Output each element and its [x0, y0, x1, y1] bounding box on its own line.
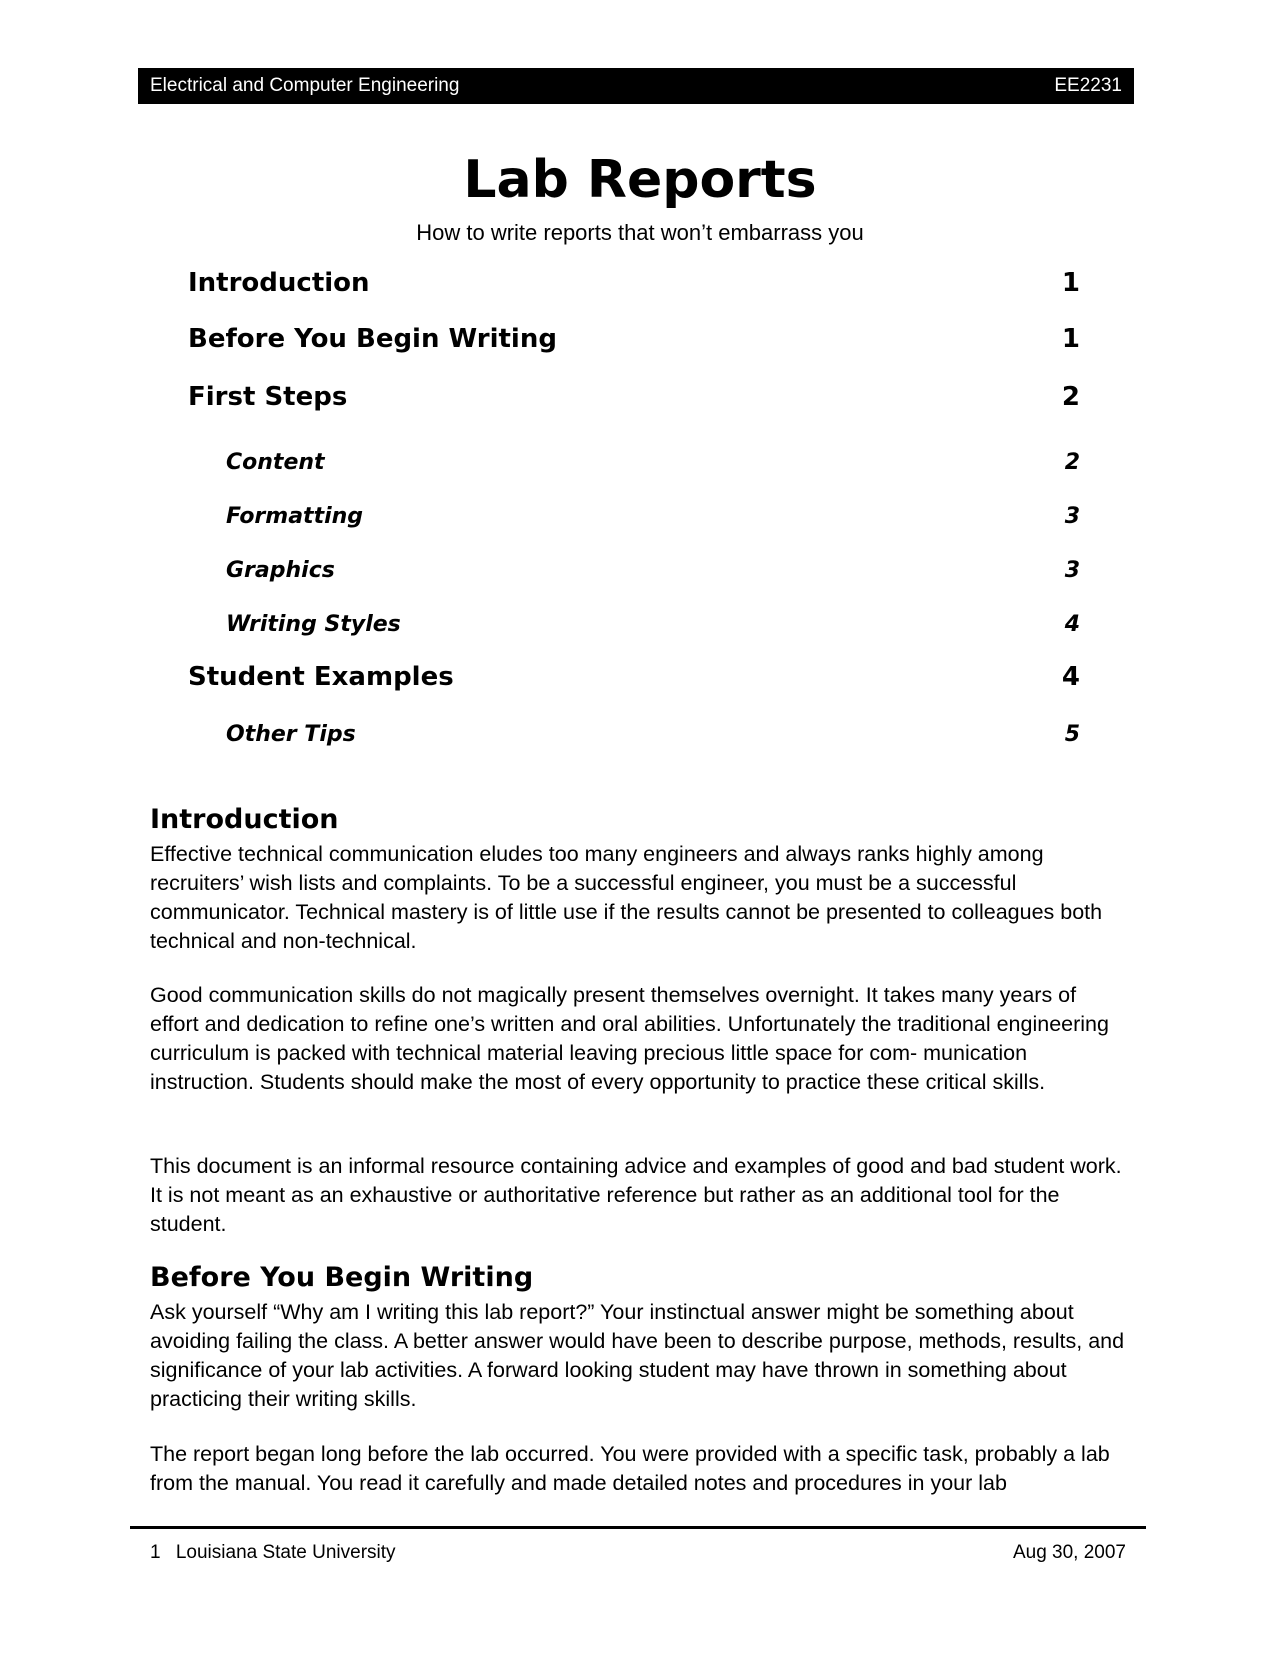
footer-page-number: 1 — [150, 1542, 161, 1563]
body-paragraph: Good communication skills do not magically present themselves overnight. It takes many years of effort and dedication to refine one’s written and oral abilities. Unfortunately the traditional engineering curriculum is packed with technical material leaving precious little space for com- munication instruction. Students should make the most of every opportunity to practice these critical skills. — [150, 983, 1109, 1094]
running-header — [138, 68, 1134, 104]
toc-entry-label: Graphics — [226, 558, 335, 583]
toc-entry-introduction[interactable] — [188, 268, 1080, 298]
toc-entry-formatting[interactable] — [226, 504, 1080, 529]
toc-entry-student-examples[interactable] — [188, 662, 1080, 692]
toc-entry-content[interactable] — [226, 450, 1080, 475]
toc-entry-page: 5 — [1064, 722, 1080, 747]
section-heading-introduction: Introduction — [150, 804, 339, 835]
toc-entry-page: 3 — [1064, 558, 1080, 583]
section-heading-before-you-begin-writing: Before You Begin Writing — [150, 1262, 534, 1293]
footer-date: Aug 30, 2007 — [1012, 1542, 1126, 1563]
toc-entry-label: Formatting — [226, 504, 364, 529]
header-department: Electrical and Computer Engineering — [150, 75, 460, 96]
toc-entry-page: 1 — [1061, 268, 1080, 298]
toc-entry-label: Student Examples — [188, 662, 454, 692]
toc-entry-label: Writing Styles — [226, 612, 401, 637]
toc-entry-page: 2 — [1061, 382, 1080, 412]
document-title: Lab Reports — [463, 150, 817, 210]
toc-entry-other-tips[interactable] — [226, 722, 1080, 747]
toc-entry-page: 4 — [1064, 612, 1080, 637]
page-footer — [150, 1542, 1126, 1564]
body-paragraph: Effective technical communication eludes too many engineers and always ranks highly among recruiters’ wish lists and complaints. To be a successful engineer, you must be a successful communicator. Technical mastery is of little use if the results cannot be presented to colleagues both technical and non-technical. — [150, 842, 1103, 953]
toc-entry-page: 1 — [1061, 324, 1080, 354]
footer-institution: Louisiana State University — [175, 1542, 396, 1563]
body-paragraph: The report began long before the lab occurred. You were provided with a specific task, probably a lab from the manual. You read it carefully and made detailed notes and procedures in your lab — [150, 1442, 1110, 1495]
toc-entry-graphics[interactable] — [226, 558, 1080, 583]
toc-entry-label: Before You Begin Writing — [188, 324, 557, 354]
document-subtitle: How to write reports that won’t embarrass you — [416, 220, 864, 245]
footer-divider — [130, 1526, 1146, 1529]
toc-entry-writing-styles[interactable] — [226, 612, 1080, 637]
toc-entry-page: 2 — [1064, 450, 1080, 475]
body-paragraph: Ask yourself “Why am I writing this lab report?” Your instinctual answer might be something about avoiding failing the class. A better answer would have been to describe purpose, methods, results, and significance of your lab activities. A forward looking student may have thrown in something about practicing their writing skills. — [150, 1300, 1125, 1411]
footer-left — [150, 1542, 406, 1564]
toc-entry-page: 3 — [1064, 504, 1080, 529]
toc-entry-label: Introduction — [188, 268, 370, 298]
toc-entry-before-you-begin-writing[interactable] — [188, 324, 1080, 354]
body-paragraph: This document is an informal resource containing advice and examples of good and bad student work. It is not meant as an exhaustive or authoritative reference but rather as an additional tool for the student. — [150, 1154, 1122, 1236]
toc-entry-label: Content — [226, 450, 325, 475]
toc-entry-label: Other Tips — [226, 722, 356, 747]
toc-entry-first-steps[interactable] — [188, 382, 1080, 412]
header-course-code: EE2231 — [1054, 75, 1122, 96]
toc-entry-label: First Steps — [188, 382, 348, 412]
toc-entry-page: 4 — [1061, 662, 1080, 692]
